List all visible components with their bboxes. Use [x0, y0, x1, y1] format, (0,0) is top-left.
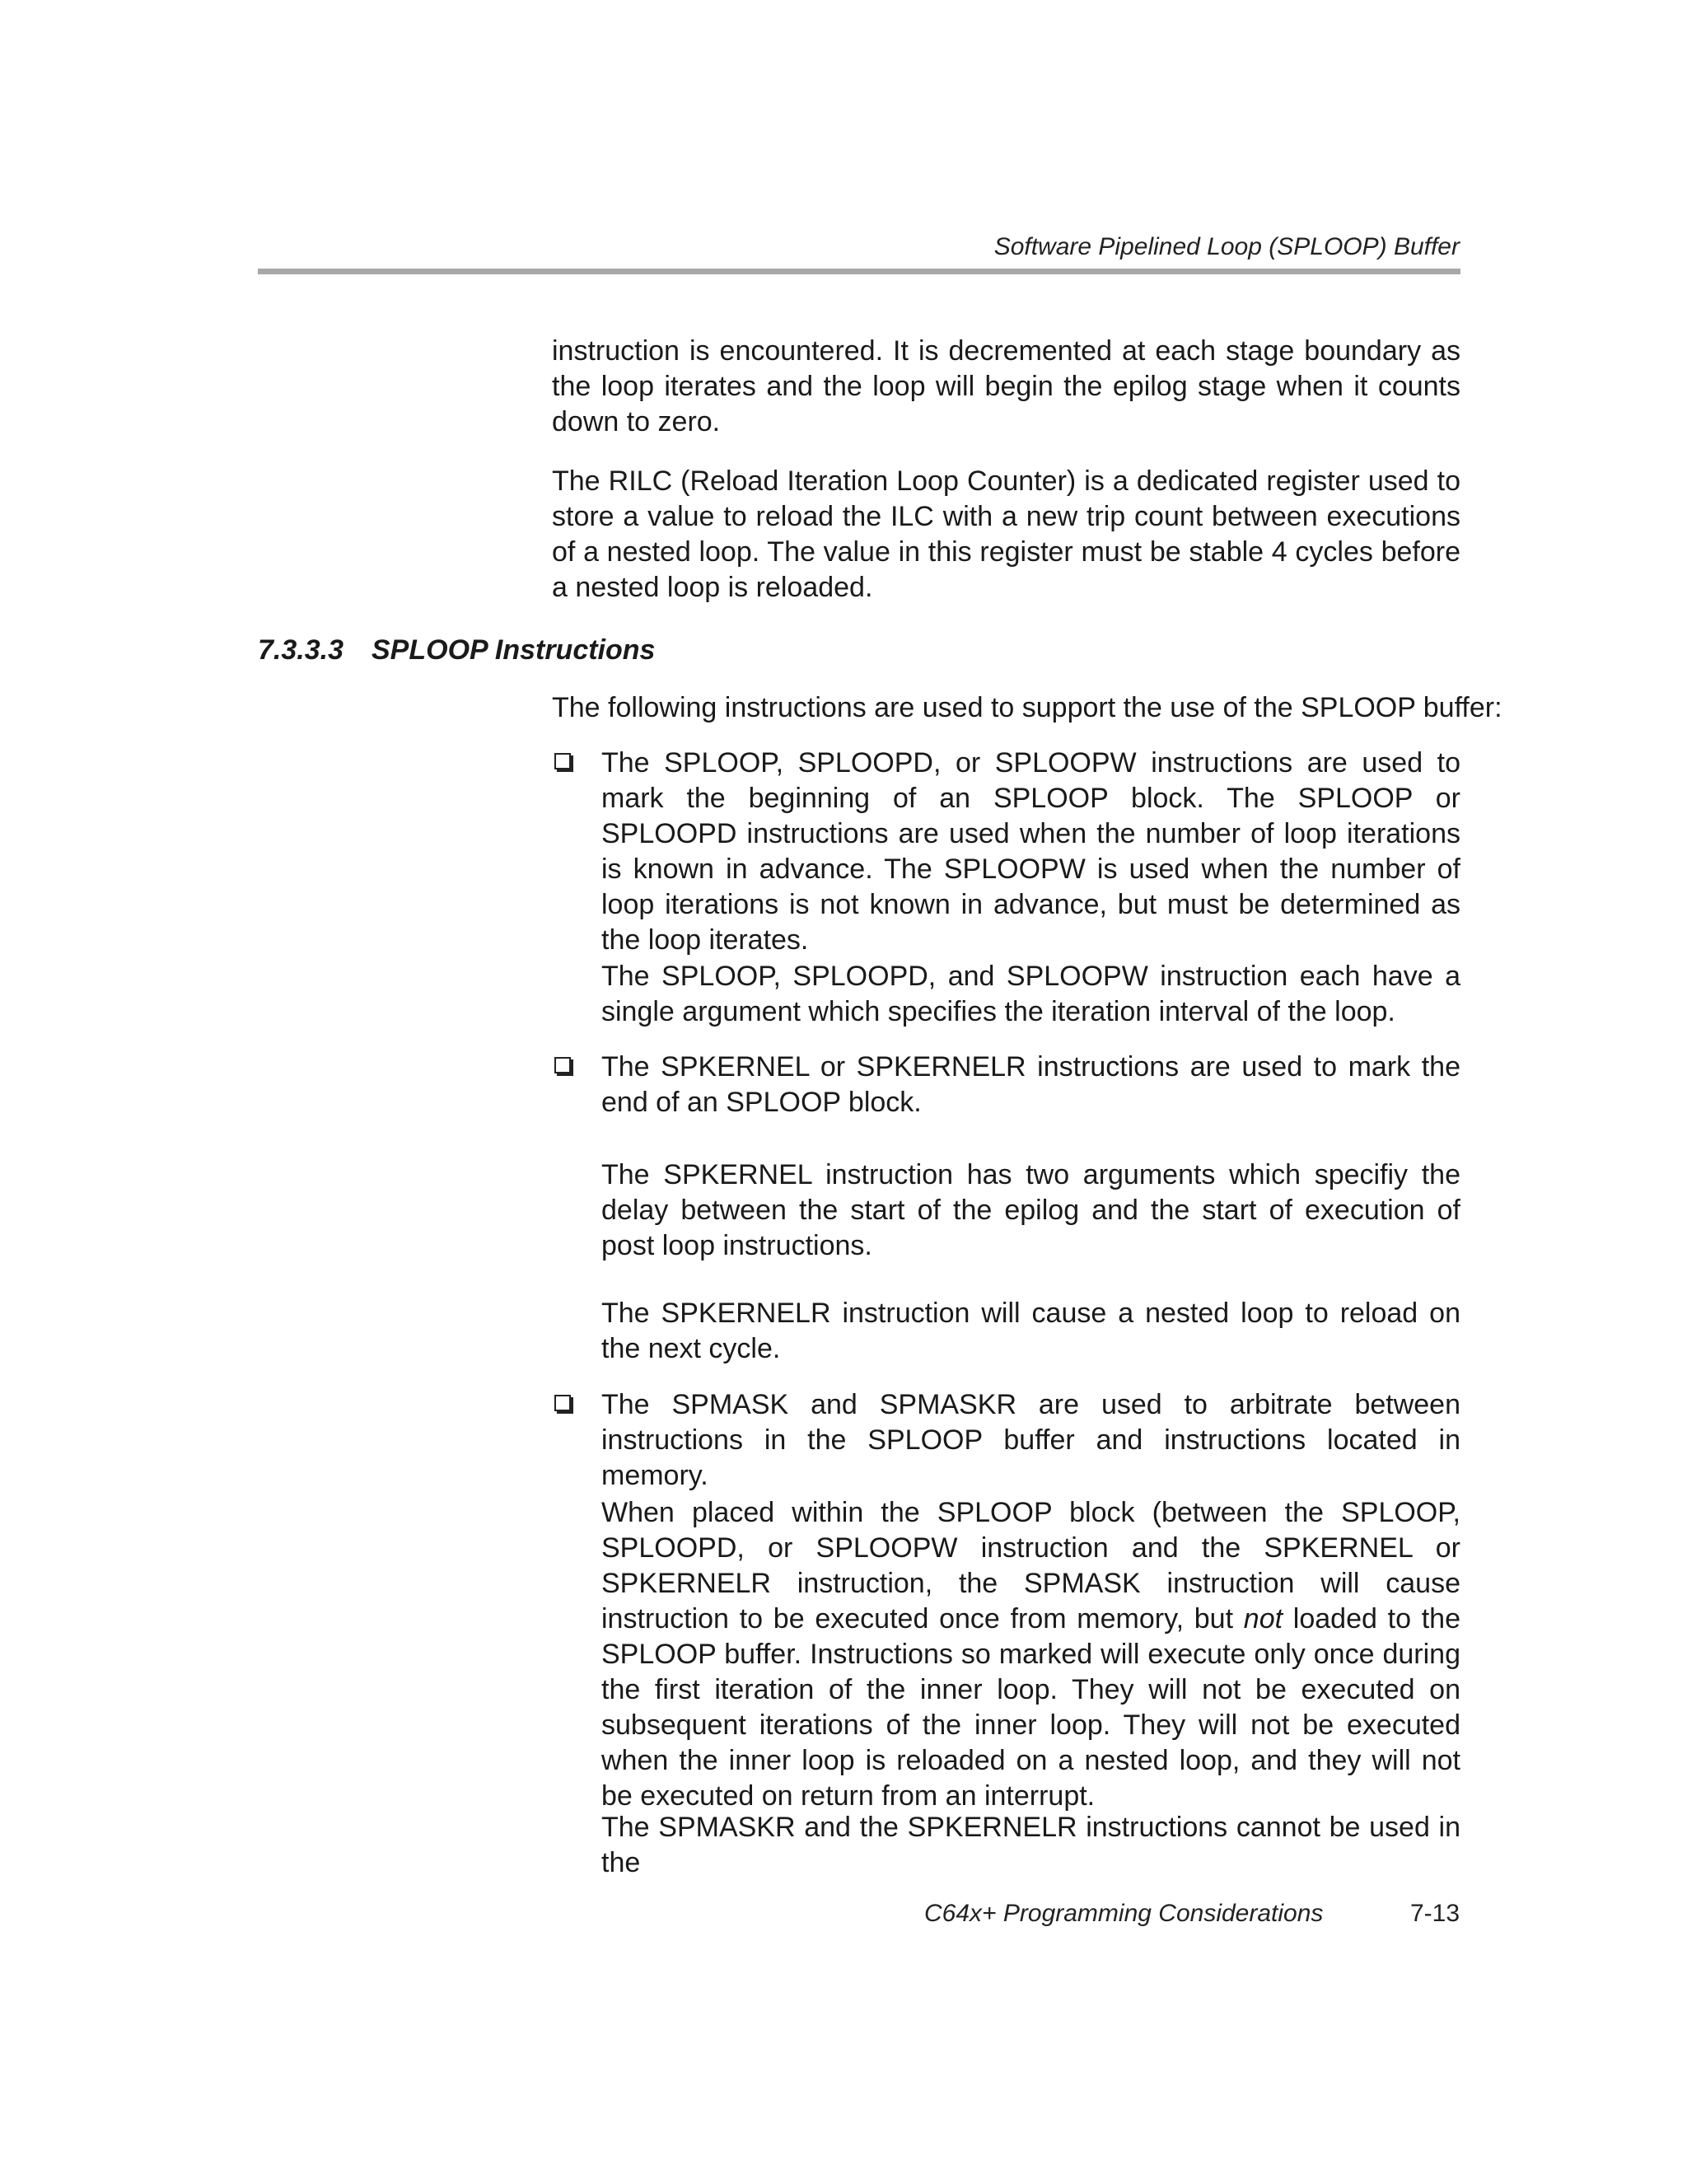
list-item-text: The SPKERNEL or SPKERNELR instructions are used to mark the end of an SPLOOP block.: [601, 1051, 1460, 1118]
list-item-text: The SPLOOP, SPLOOPD, or SPLOOPW instructions are used to mark the beginning of an SPLOOP block. The SPLOOP or SPLOOPD instructions are used when the number of loop iterations is known in advance. The SPLOOPW is used when the number of loop iterations is not known in advance, but must be determined as the loop iterates.: [601, 747, 1460, 956]
section-intro: The following instructions are used to support the use of the SPLOOP buffer:: [552, 692, 1502, 723]
section-heading: [258, 634, 655, 666]
subparagraph-text: When placed within the SPLOOP block (between the SPLOOP, SPLOOPD, or SPLOOPW instruction and the SPKERNEL or SPKERNELR instruction, the SPMASK instruction will cause instruction to be executed once from memory, but: [601, 1497, 1460, 1634]
list-item-text: The SPMASK and SPMASKR are used to arbitrate between instructions in the SPLOOP buffer and instructions located in memory.: [601, 1389, 1460, 1491]
page-number: 7-13: [1409, 1900, 1460, 1927]
paragraph-ilc-continued: instruction is encountered. It is decremented at each stage boundary as the loop iterates and the loop will begin the epilog stage when it counts down to zero.: [552, 335, 1460, 437]
section-title: SPLOOP Instructions: [372, 634, 656, 666]
header-rule: [258, 269, 1460, 274]
subparagraph-text: loaded to the SPLOOP buffer. Instructions so marked will execute only once during the first iteration of the inner loop. They will not be executed on subsequent iterations of the inner loop. They will not be executed when the inner loop is reloaded on a nested loop, and they will not be executed on return from an interrupt.: [601, 1603, 1460, 1812]
section-number: 7.3.3.3: [258, 634, 343, 666]
running-header: Software Pipelined Loop (SPLOOP) Buffer: [993, 233, 1460, 260]
running-footer: C64x+ Programming Considerations: [924, 1900, 1324, 1927]
checkbox-bullet-icon: [554, 753, 571, 769]
list-subparagraph: The SPMASKR and the SPKERNELR instructions cannot be used in the: [601, 1812, 1460, 1878]
checkbox-bullet-icon: [554, 1395, 571, 1411]
checkbox-bullet-icon: [554, 1057, 571, 1073]
emphasis-text: not: [1243, 1603, 1283, 1634]
paragraph-rilc: The RILC (Reload Iteration Loop Counter) is a dedicated register used to store a value to reload the ILC with a new trip count between executions of a nested loop. The value in this register must be stable 4 cycles before a nested loop is reloaded.: [552, 465, 1460, 603]
list-subparagraph: The SPLOOP, SPLOOPD, and SPLOOPW instruction each have a single argument which specifies the iteration interval of the loop.: [601, 961, 1460, 1027]
list-subparagraph: The SPKERNELR instruction will cause a nested loop to reload on the next cycle.: [601, 1298, 1460, 1364]
list-subparagraph: The SPKERNEL instruction has two arguments which specifiy the delay between the start of the epilog and the start of execution of post loop instructions.: [601, 1159, 1460, 1261]
list-subparagraph: [601, 1495, 1460, 1814]
